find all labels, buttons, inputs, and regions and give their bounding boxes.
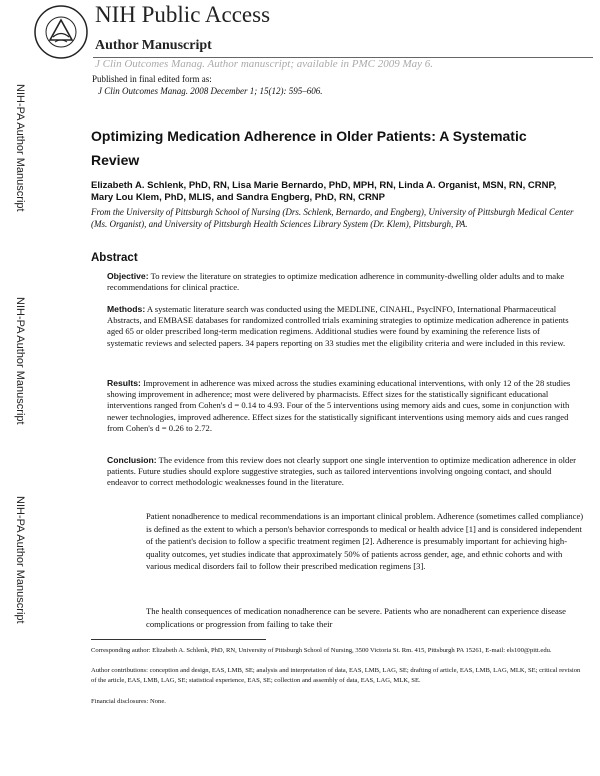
sidebar-label: NIH-PA Author Manuscript <box>14 84 26 212</box>
header-title: NIH Public Access <box>95 2 271 27</box>
conclusion-text: The evidence from this review does not clearly support one single intervention to optimize medication adherence in older patients. Future studies should explore suggestive strategies, such as tailored interventions involving ongoing contact, and should endeavor to correct methodologic weaknesses found in the literature. <box>107 455 577 488</box>
objective-text: To review the literature on strategies to optimize medication adherence in community-dwelling older adults and to make recommendations for clinical practice. <box>107 271 565 293</box>
author-affiliation: From the University of Pittsburgh School of Nursing (Drs. Schlenk, Bernardo, and Engberg), University of Pittsburgh Medical Center (Ms. Organist), and University of Pittsburgh Health Sciences Library System (Dr. Klem), Pittsburgh, PA. <box>91 207 574 229</box>
body-paragraph: Patient nonadherence to medical recommendations is an important clinical problem. Adherence (sometimes called compliance) is defined as the extent to which a person's behavior corresponds to medical or health advice [1] and is considered independent of the patient's decision to follow a specific treatment regimen [2]. Adherence is presumably important for achieving high-quality outcomes, yet studies indicate that approximately 50% of patients across gender, age, and ethnic cohorts and with various medical disorders fail to follow their prescribed medication regimens [3]. <box>146 511 584 572</box>
citation-line: J Clin Outcomes Manag. 2008 December 1; 15(12): 595–606. <box>98 86 323 96</box>
results-label: Results: <box>107 378 141 388</box>
header-subtitle: Author Manuscript <box>95 38 212 53</box>
abstract-results <box>107 378 577 434</box>
methods-label: Methods: <box>107 304 146 314</box>
footnote-corresponding-author: Corresponding author: Elizabeth A. Schlenk, PhD, RN, University of Pittsburgh School of Nursing, 3500 Victoria St. Rm. 415, Pittsburgh PA 15261, E-mail: els100@pitt.edu. <box>91 647 552 654</box>
nih-seal-logo <box>33 4 89 60</box>
footnote-author-contributions: Author contributions: conception and design, EAS, LMB, SE; analysis and interpretation of data, EAS, LMB, LAG, SE; drafting of article, EAS, LMB, LAG, MLK, SE; critical revision of the article, EAS, LMB, LAG, SE; statistical experience, EAS, SE; collection and assembly of data, EAS, LAG, MLK, SE. <box>91 667 581 684</box>
body-paragraph: The health consequences of medication nonadherence can be severe. Patients who are nonadherent can experience disease complications or progression from failing to take their <box>146 606 566 629</box>
results-text: Improvement in adherence was mixed across the studies examining educational interventions, with only 12 of the 28 studies showing improvement in adherence; most were delivered by pharmacists. Effect sizes for the statistically significant educational interventions ranged from Cohen's d = 0.14 to 4.93. Four of the 5 interventions using memory aids and cues, some in conjunction with newer technologies, improved adherence. Effect sizes for the statistically significant interventions using memory aids and cues ranged from Cohen's d = 0.26 to 2.72. <box>107 378 571 433</box>
sidebar-label: NIH-PA Author Manuscript <box>14 297 26 425</box>
abstract-conclusion <box>107 455 577 489</box>
objective-label: Objective: <box>107 271 149 281</box>
abstract-methods <box>107 304 577 349</box>
article-title: Optimizing Medication Adherence in Older Patients: A Systematic Review <box>91 128 527 168</box>
conclusion-label: Conclusion: <box>107 455 157 465</box>
header-availability-note: J Clin Outcomes Manag. Author manuscript; available in PMC 2009 May 6. <box>95 58 434 70</box>
abstract-objective <box>107 271 577 293</box>
footnote-divider <box>91 639 266 640</box>
author-list: Elizabeth A. Schlenk, PhD, RN, Lisa Marie Bernardo, PhD, MPH, RN, Linda A. Organist, MSN, RN, CRNP, Mary Lou Klem, PhD, MLIS, and Sandra Engberg, PhD, RN, CRNP <box>91 180 557 203</box>
footnote-financial-disclosures: Financial disclosures: None. <box>91 698 166 705</box>
abstract-heading: Abstract <box>91 252 138 264</box>
sidebar-label: NIH-PA Author Manuscript <box>14 496 26 624</box>
publication-line: Published in final edited form as: <box>92 74 212 84</box>
methods-text: A systematic literature search was conducted using the MEDLINE, CINAHL, PsycINFO, International Pharmaceutical Abstracts, and EMBASE databases for randomized controlled trials examining strategies to optimize medication adherence in patients aged 65 or older prescribed long-term medication regimens. Additional studies were found by examining the reference lists of systematic reviews and selected papers. 34 papers reporting on 33 studies met the eligibility criteria and were included in this review. <box>107 304 569 348</box>
